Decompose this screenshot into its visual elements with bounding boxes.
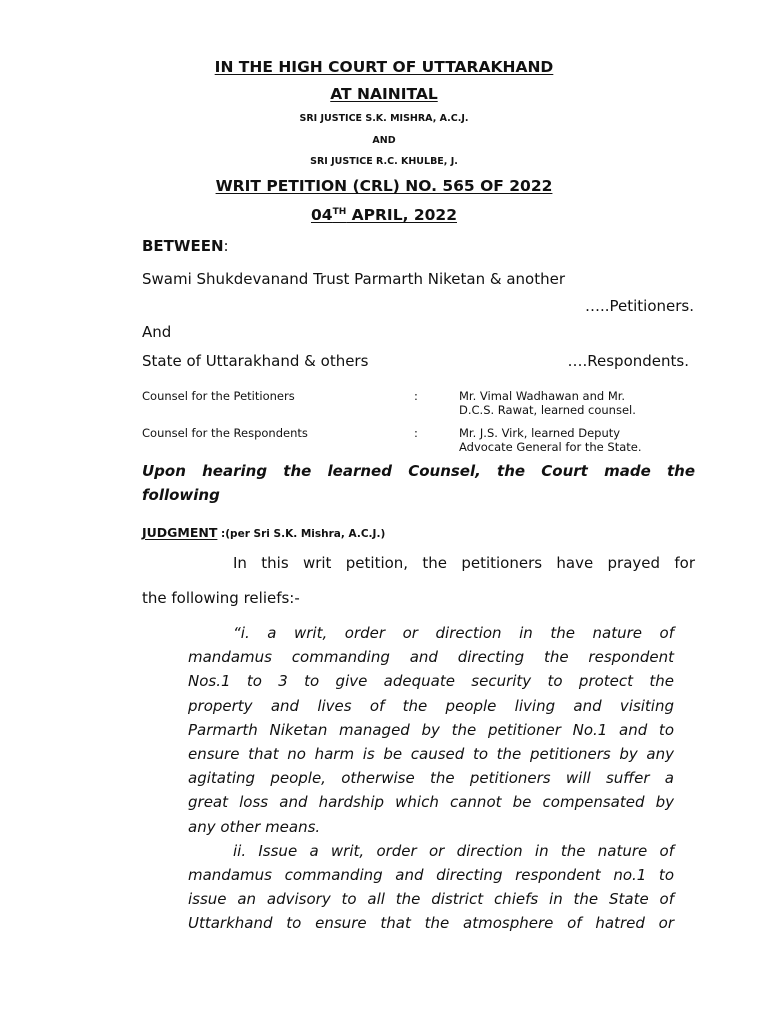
court-place: AT NAINITAL: [330, 85, 438, 103]
pet-counsel-colon: :: [414, 389, 418, 403]
resp-counsel-names: [459, 426, 641, 454]
relief-2-line-3: issue an advisory to all the district chiefs in the State of: [188, 890, 674, 908]
relief-1-line-9: any other means.: [188, 818, 321, 836]
relief-1-line-1: “i. a writ, order or direction in the nature of: [233, 624, 674, 642]
judgment-label: JUDGMENT: [142, 525, 218, 540]
intro-line-1: In this writ petition, the petitioners have prayed for: [233, 554, 695, 572]
hearing-line-1: Upon hearing the learned Counsel, the Court made the: [142, 462, 695, 480]
petitioner-name: Swami Shukdevanand Trust Parmarth Niketan & another: [142, 270, 565, 288]
resp-counsel-line-1: Mr. J.S. Virk, learned Deputy: [459, 426, 621, 440]
judgment-heading: [142, 522, 385, 541]
intro-line-2: the following reliefs:-: [142, 589, 300, 607]
and-label: And: [142, 323, 172, 341]
judge-and: AND: [372, 135, 396, 146]
relief-2-line-2: mandamus commanding and directing respondent no.1 to: [188, 866, 674, 884]
pet-counsel-names: [459, 389, 636, 417]
relief-1-line-4: property and lives of the people living and visiting: [188, 697, 674, 715]
relief-1-line-3: Nos.1 to 3 to give adequate security to protect the: [188, 672, 674, 690]
respondent-role: ….Respondents.: [567, 352, 689, 370]
between-label: BETWEEN: [142, 237, 224, 255]
hearing-line-2: following: [142, 486, 220, 504]
relief-1-line-6: ensure that no harm is be caused to the petitioners by any: [188, 745, 674, 763]
pet-counsel-line-2: D.C.S. Rawat, learned counsel.: [459, 403, 636, 417]
resp-counsel-line-2: Advocate General for the State.: [459, 440, 642, 454]
relief-1-line-7: agitating people, otherwise the petitioners will suffer a: [188, 769, 674, 787]
case-number: WRIT PETITION (CRL) NO. 565 OF 2022: [215, 177, 553, 195]
judge-1: SRI JUSTICE S.K. MISHRA, A.C.J.: [299, 113, 469, 124]
pet-counsel-line-1: Mr. Vimal Wadhawan and Mr.: [459, 389, 626, 403]
relief-2-line-4: Uttarkhand to ensure that the atmosphere of hatred or: [188, 914, 674, 932]
date-day: 04: [310, 206, 333, 224]
case-date: [0, 206, 768, 224]
court-title: IN THE HIGH COURT OF UTTARAKHAND: [214, 58, 554, 76]
pet-counsel-label: Counsel for the Petitioners: [142, 389, 295, 403]
relief-1-line-8: great loss and hardship which cannot be compensated by: [188, 793, 674, 811]
between-heading: [142, 237, 229, 255]
petitioner-role: …..Petitioners.: [584, 297, 694, 315]
between-colon: :: [223, 237, 229, 255]
judgment-per: :(per Sri S.K. Mishra, A.C.J.): [217, 528, 386, 540]
resp-counsel-label: Counsel for the Respondents: [142, 426, 308, 440]
judge-2: SRI JUSTICE R.C. KHULBE, J.: [310, 156, 458, 167]
relief-2-line-1: ii. Issue a writ, order or direction in the nature of: [233, 842, 674, 860]
date-rest: APRIL, 2022: [346, 206, 457, 224]
date-suffix: TH: [332, 206, 347, 217]
resp-counsel-colon: :: [414, 426, 418, 440]
relief-1-line-2: mandamus commanding and directing the respondent: [188, 648, 674, 666]
respondent-name: State of Uttarakhand & others: [142, 352, 369, 370]
relief-1-line-5: Parmarth Niketan managed by the petitioner No.1 and to: [188, 721, 674, 739]
